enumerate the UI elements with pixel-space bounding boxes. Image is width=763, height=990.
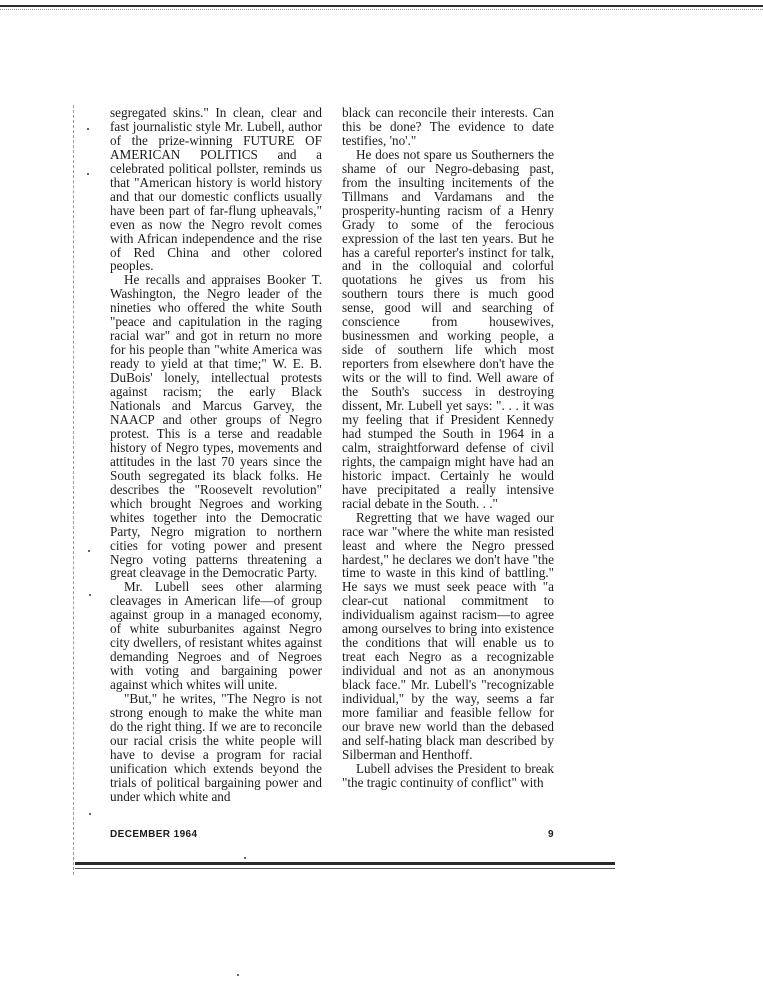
binding-margin-marks: [73, 105, 74, 875]
paragraph: "But," he writes, "The Negro is not strong enough to make the white man do the right thing. If we are to reconcile our racial crisis the white people will have to devise a program for racial unification which extends beyond the trials of political bargaining power and under which white and: [110, 691, 322, 804]
paragraph: segregated skins." In clean, clear and fast journalistic style Mr. Lubell, author of the prize-winning FUTURE OF AMERICAN POLITICS and a celebrated political pollster, reminds us that "American history is world history and that our domestic conflicts usually have been part of far-flung upheavals," even as now the Negro revolt comes with African independence and the rise of Red China and other colored peoples.: [110, 105, 322, 274]
paragraph: Mr. Lubell sees other alarming cleavages in American life—of group against group in a managed economy, of white suburbanites against Negro city dwellers, of resistant whites against demanding Negroes and of Negroes with voting and bargaining power against which whites will unite.: [110, 579, 322, 693]
paragraph: He does not spare us Southerners the shame of our Negro-debasing past, from the insulting incitements of the Tillmans and Vardamans and the prosperity-hunting racism of a Henry Grady to some of the ferocious expression of the last ten years. But he has a careful reporter's instinct for talk, and in the colloquial and colorful quotations he gives us from his southern tours there is much good sense, good will and searching of conscience from housewives, businessmen and working people, a side of southern life which most reporters from elsewhere don't have the wits or the will to find. Well aware of the South's success in destroying dissent, Mr. Lubell yet says: ". . . it was my feeling that if President Kennedy had stumped the South in 1964 in a calm, straightforward defense of civil rights, the campaign might have had an historic impact. Certainly he would have precipitated a really intensive racial debate in the South. . .": [342, 146, 554, 511]
paragraph: Lubell advises the President to break "the tragic continuity of conflict" with: [342, 760, 554, 790]
scan-speck: [87, 173, 89, 175]
scan-speck: [244, 857, 246, 859]
top-border-rule-faint: [0, 9, 763, 10]
paragraph: black can reconcile their interests. Can this be done? The evidence to date testifies, 'no'.": [342, 105, 554, 148]
scan-speck: [88, 550, 90, 552]
scan-speck: [237, 974, 239, 976]
bottom-border-rule: [75, 862, 615, 865]
page-number: 9: [548, 829, 554, 840]
footer-date: DECEMBER 1964: [110, 829, 198, 840]
paragraph: Regretting that we have waged our race war "where the white man resisted least and where the Negro pressed hardest," he declares we don't have "the time to waste in this kind of battling." He says we must seek peace with "a clear-cut national commitment to individualism against racism—to agree among ourselves to bring into existence the conditions that will enable us to treat each Negro as a recognizable individual and not as an anonymous black face." Mr. Lubell's "recognizable individual," by the way, seems a far more familiar and feasible fellow for our brave new world than the debased and self-hating black man described by Silberman and Henthoff.: [342, 509, 554, 762]
scan-speck: [87, 128, 89, 130]
bottom-border-rule-thin: [75, 868, 615, 869]
scan-speck: [89, 813, 91, 815]
article-column-left: [110, 106, 322, 804]
scan-speck: [89, 594, 91, 596]
paragraph: He recalls and appraises Booker T. Washington, the Negro leader of the nineties who offered the white South "peace and capitulation in the raging racial war" and got in return no more for his people than "white America was ready to yield at that time;" W. E. B. DuBois' lonely, intellectual protests against racism; the early Black Nationals and Marcus Garvey, the NAACP and other groups of Negro protest. This is a terse and readable history of Negro types, movements and attitudes in the last 70 years since the South segregated its black folks. He describes the "Roosevelt revolution" which brought Negroes and working whites together into the Democratic Party, Negro migration to northern cities for voting power and present Negro voting patterns threatening a great cleavage in the Democratic Party.: [110, 272, 322, 581]
article-column-right: [342, 106, 554, 790]
top-border-rule: [0, 5, 763, 7]
